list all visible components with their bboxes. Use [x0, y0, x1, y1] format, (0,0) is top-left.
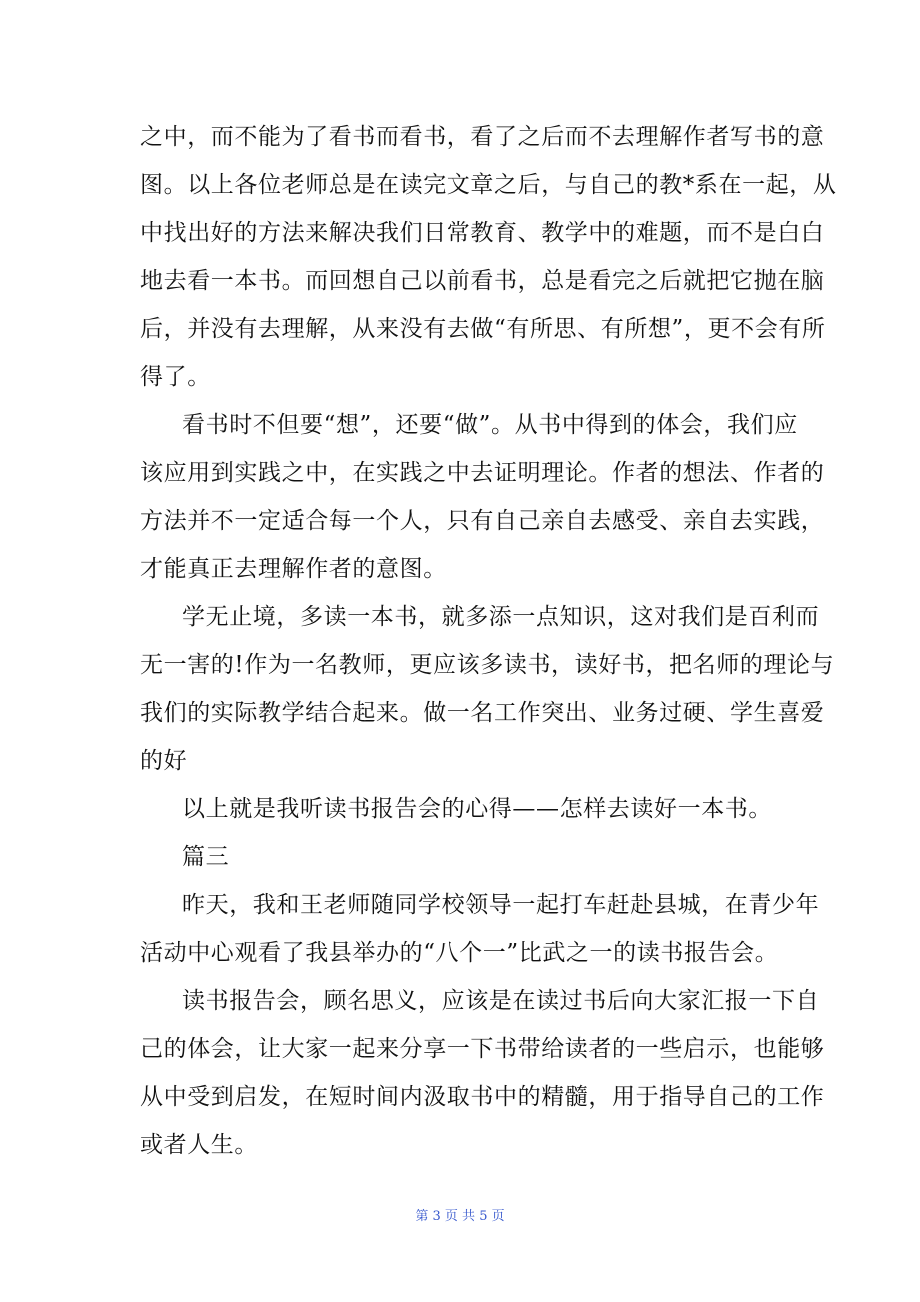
- text-line: 地去看一本书。而回想自己以前看书，总是看完之后就把它抛在脑: [140, 268, 825, 294]
- text-line: 才能真正去理解作者的意图。: [140, 556, 447, 582]
- text-line: 己的体会，让大家一起来分享一下书带给读者的一些启示，也能够: [140, 1036, 825, 1062]
- text-line: 从中受到启发，在短时间内汲取书中的精髓，用于指导自己的工作: [140, 1084, 825, 1110]
- text-line: 之中，而不能为了看书而看书，看了之后而不去理解作者写书的意: [140, 124, 825, 150]
- text-line: 图。以上各位老师总是在读完文章之后，与自己的教*系在一起，从: [140, 172, 837, 198]
- text-line: 该应用到实践之中，在实践之中去证明理论。作者的想法、作者的: [140, 460, 825, 486]
- text-line: 得了。: [140, 364, 211, 390]
- text-line: 无一害的!作为一名教师，更应该多读书，读好书，把名师的理论与: [140, 652, 835, 678]
- paragraph-first-line: 看书时不但要“想”，还要“做”。从书中得到的体会，我们应: [182, 412, 798, 438]
- text-line: 中找出好的方法来解决我们日常教育、教学中的难题，而不是白白: [140, 220, 825, 246]
- paragraph-first-line: 学无止境，多读一本书，就多添一点知识，这对我们是百利而: [182, 604, 820, 630]
- paragraph-first-line: 昨天，我和王老师随同学校领导一起打车赶赴县城，在青少年: [182, 892, 820, 918]
- text-line: 或者人生。: [140, 1132, 258, 1158]
- page-number-footer: 第 3 页 共 5 页: [415, 1209, 505, 1224]
- text-line: 后，并没有去理解，从来没有去做“有所思、有所想”，更不会有所: [140, 316, 826, 342]
- section-heading: 篇三: [182, 844, 230, 870]
- text-line: 活动中心观看了我县举办的“八个一”比武之一的读书报告会。: [140, 940, 779, 966]
- text-line: 的好: [140, 748, 188, 774]
- text-line: 我们的实际教学结合起来。做一名工作突出、业务过硬、学生喜爱: [140, 700, 825, 726]
- text-line: 方法并不一定适合每一个人，只有自己亲自去感受、亲自去实践，: [140, 508, 825, 534]
- paragraph-first-line: 以上就是我听读书报告会的心得——怎样去读好一本书。: [182, 796, 772, 822]
- paragraph-first-line: 读书报告会，顾名思义，应该是在读过书后向大家汇报一下自: [182, 988, 820, 1014]
